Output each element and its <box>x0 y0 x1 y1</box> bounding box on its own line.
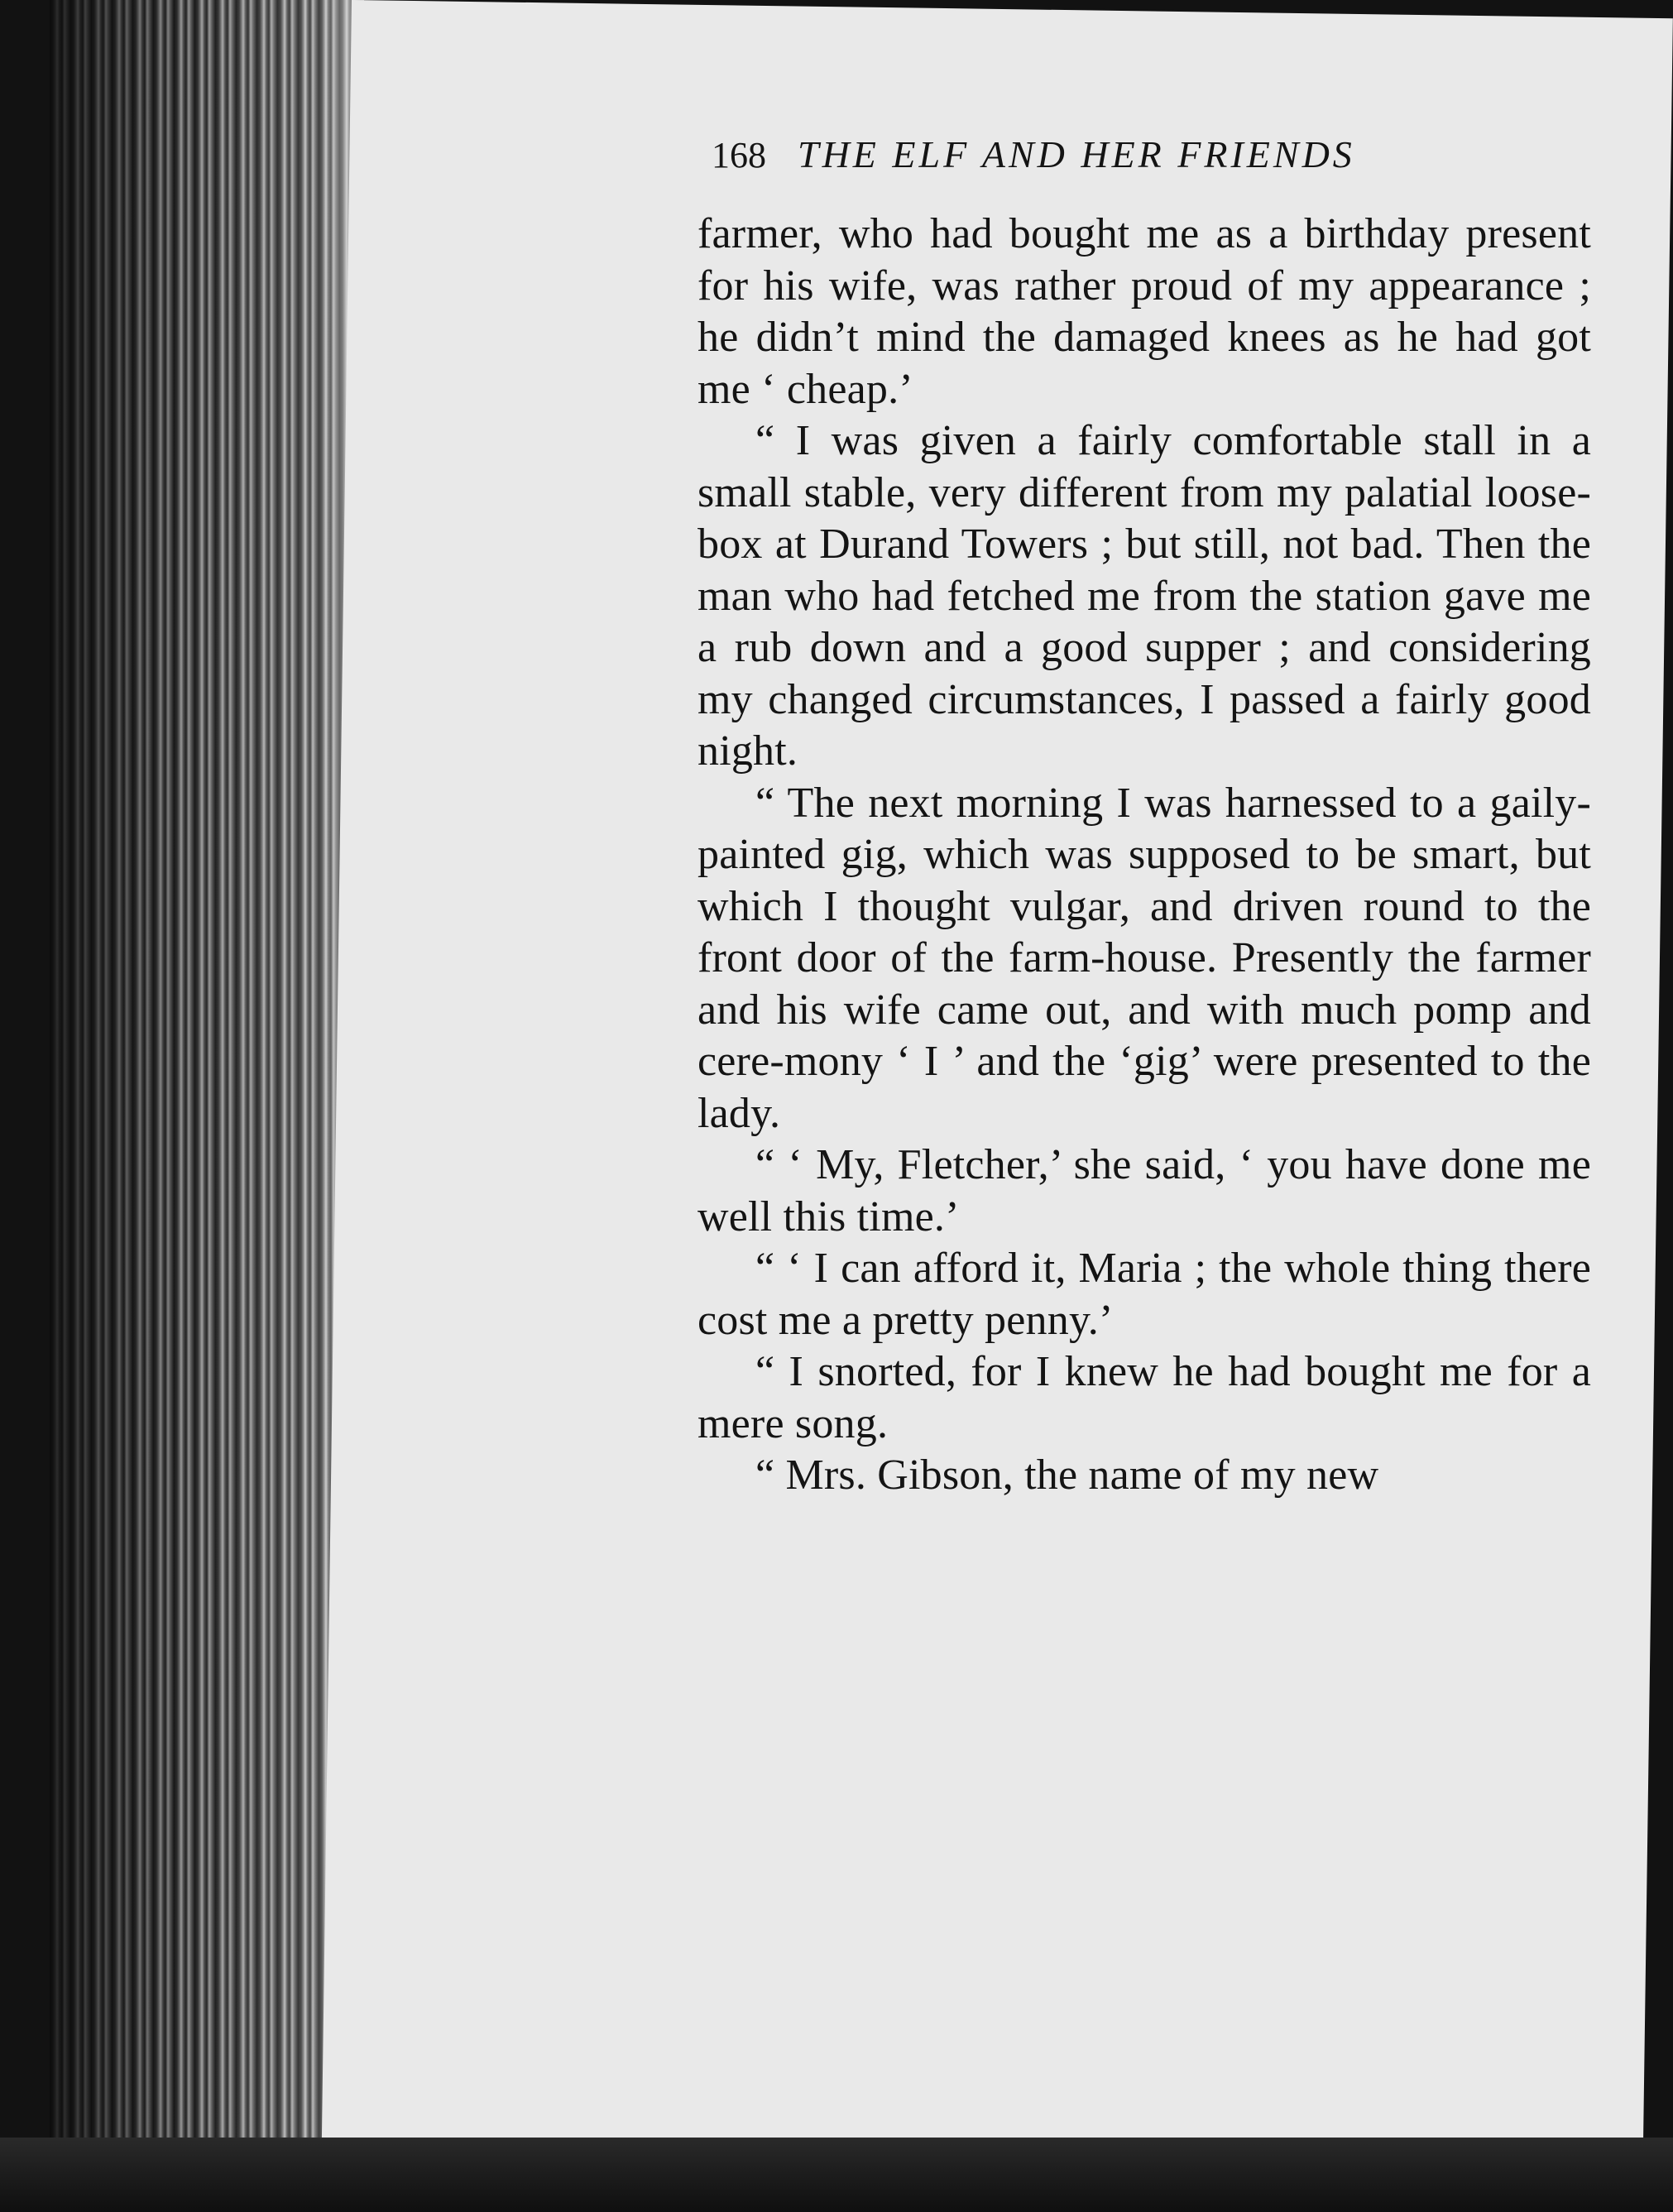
paragraph: “ The next morning I was harnessed to a gaily-painted gig, which was supposed to be smart, but which I thought vulgar, and driven round to the front door of the farm-house. Presently the farmer and his wife came out, and with much pomp and cere-mony ‘ I ’ and the ‘gig’ were presented to the lady. <box>697 779 1591 1137</box>
paragraph: “ Mrs. Gibson, the name of my new <box>755 1451 1379 1499</box>
page-text-block <box>343 132 1591 1502</box>
paragraph: “ I snorted, for I knew he had bought me for a mere song. <box>697 1348 1591 1447</box>
page-edges-shading <box>50 0 364 2160</box>
page-number: 168 <box>712 135 766 175</box>
body-text <box>697 209 1591 1502</box>
bottom-shadow <box>0 2138 1673 2212</box>
paragraph: “ I was given a fairly comfortable stall in a small stable, very different from my palatial loose-box at Durand Towers ; but still, not bad. Then the man who had fetched me from the station gave me a rub down and a good supper ; and considering my changed circumstances, I passed a fairly good night. <box>697 417 1591 775</box>
paragraph: “ ‘ My, Fletcher,’ she said, ‘ you have done me well this time.’ <box>697 1141 1591 1240</box>
paragraph-continuation: farmer, who had bought me as a birthday present for his wife, was rather proud of my appearance ; he didn’t mind the damaged knees as he had got me ‘ cheap.’ <box>697 210 1591 413</box>
running-head-title: THE ELF AND HER FRIENDS <box>798 133 1355 175</box>
paragraph: “ ‘ I can afford it, Maria ; the whole thing there cost me a pretty penny.’ <box>697 1245 1591 1344</box>
running-head <box>712 132 1473 192</box>
